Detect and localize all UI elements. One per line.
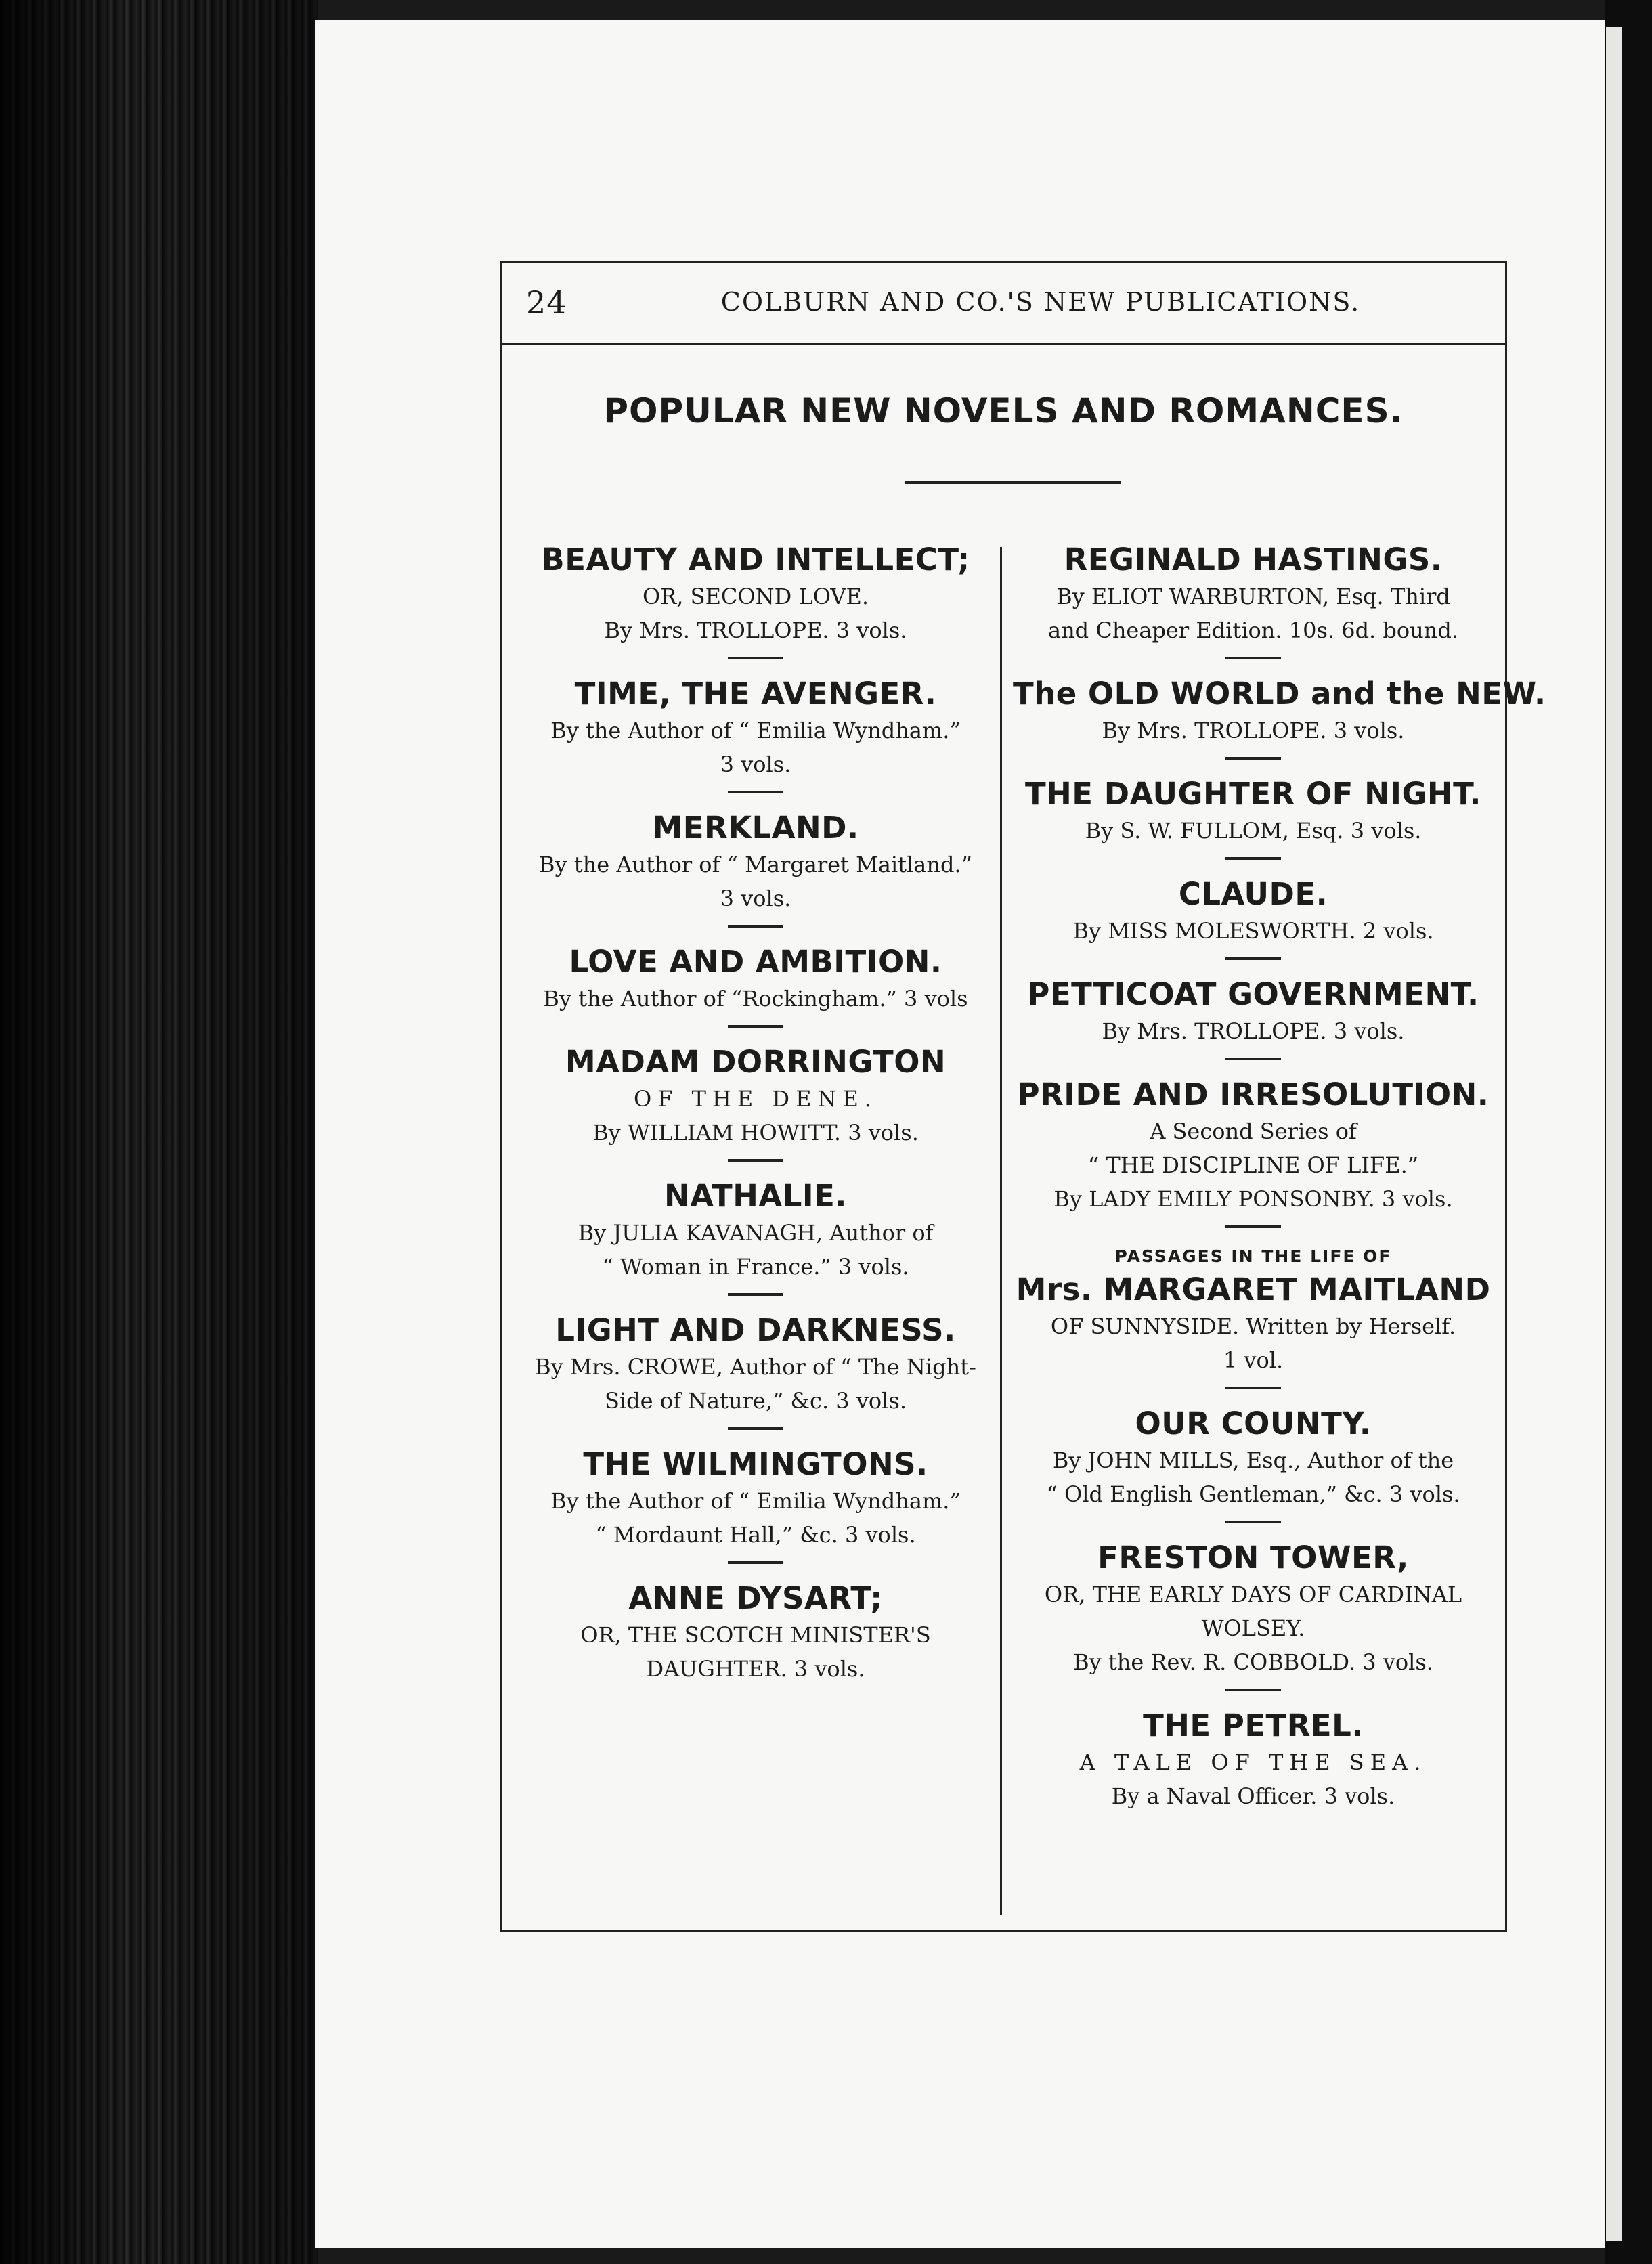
entry-detail: By LADY EMILY PONSONBY. 3 vols. — [1053, 1186, 1453, 1212]
entry-detail: By S. W. FULLOM, Esq. 3 vols. — [1085, 818, 1422, 844]
left-column — [519, 540, 993, 1686]
entry-separator — [1225, 1387, 1281, 1389]
entry-detail: By Mrs. TROLLOPE. 3 vols. — [1102, 1018, 1405, 1044]
section-title: POPULAR NEW NOVELS AND ROMANCES. — [603, 391, 1404, 431]
book-entry — [1013, 775, 1494, 848]
entry-detail: By the Author of “ Emilia Wyndham.” — [550, 1488, 961, 1514]
entry-separator — [1225, 1689, 1281, 1691]
page-header — [502, 263, 1505, 345]
entry-title: FRESTON TOWER, — [1097, 1540, 1409, 1575]
book-entry — [1013, 1706, 1494, 1813]
entry-title: THE DAUGHTER OF NIGHT. — [1024, 776, 1482, 812]
column-divider — [1000, 547, 1002, 1915]
right-column — [1013, 540, 1546, 1813]
entry-separator — [1225, 857, 1281, 860]
book-entry — [519, 1311, 993, 1418]
book-entry — [1013, 1404, 1494, 1511]
entry-detail: By Mrs. TROLLOPE. 3 vols. — [604, 617, 907, 643]
book-entry — [519, 540, 993, 647]
book-entry — [519, 942, 993, 1016]
book-entry — [519, 808, 993, 915]
entry-detail: By MISS MOLESWORTH. 2 vols. — [1072, 918, 1434, 944]
book-entry — [519, 1445, 993, 1552]
book-entry — [1013, 1243, 1494, 1377]
entry-title: CLAUDE. — [1178, 876, 1328, 912]
entry-detail: A TALE OF THE SEA. — [1079, 1749, 1427, 1775]
entry-detail: “ Mordaunt Hall,” &c. 3 vols. — [595, 1522, 916, 1548]
entry-title: The OLD WORLD and the NEW. — [1013, 676, 1546, 712]
entry-separator — [728, 1561, 783, 1564]
book-entry — [1013, 674, 1546, 747]
entry-separator — [728, 925, 783, 928]
entry-detail: Side of Nature,” &c. 3 vols. — [605, 1388, 907, 1414]
entry-title: LOVE AND AMBITION. — [569, 944, 942, 980]
entry-detail: 1 vol. — [1223, 1347, 1284, 1373]
entry-detail: OR, THE SCOTCH MINISTER'S — [580, 1622, 931, 1648]
entry-detail: 3 vols. — [720, 886, 791, 911]
entry-detail: DAUGHTER. 3 vols. — [646, 1656, 865, 1682]
facing-page-sliver — [1606, 27, 1622, 2241]
entry-detail: By JOHN MILLS, Esq., Author of the — [1052, 1447, 1454, 1473]
entry-title: MERKLAND. — [652, 810, 859, 846]
entry-title: NATHALIE. — [664, 1178, 847, 1214]
book-entry — [1013, 975, 1494, 1048]
book-entry — [519, 674, 993, 781]
book-entry — [1013, 1075, 1494, 1216]
book-entry — [519, 1043, 993, 1150]
entry-detail: 3 vols. — [720, 752, 791, 777]
entry-separator — [1225, 1225, 1281, 1228]
entry-title: LIGHT AND DARKNESS. — [555, 1312, 956, 1348]
entry-detail: OF THE DENE. — [634, 1086, 877, 1112]
entry-detail: By a Naval Officer. 3 vols. — [1111, 1783, 1395, 1809]
entry-title: THE WILMINGTONS. — [583, 1446, 928, 1482]
entry-detail: OR, SECOND LOVE. — [642, 584, 869, 609]
entry-detail: By Mrs. CROWE, Author of “ The Night- — [535, 1354, 976, 1380]
entry-detail: A Second Series of — [1150, 1118, 1357, 1144]
entry-title: REGINALD HASTINGS. — [1064, 542, 1443, 578]
entry-detail: By Mrs. TROLLOPE. 3 vols. — [1102, 718, 1405, 743]
entry-title: PRIDE AND IRRESOLUTION. — [1017, 1076, 1490, 1112]
entry-separator — [1225, 1058, 1281, 1060]
entry-separator — [728, 1427, 783, 1430]
entry-title: BEAUTY AND INTELLECT; — [541, 542, 970, 578]
entry-detail: By WILLIAM HOWITT. 3 vols. — [592, 1120, 919, 1146]
running-head: COLBURN AND CO.'S NEW PUBLICATIONS. — [720, 287, 1361, 317]
entry-separator — [728, 791, 783, 793]
entry-title: TIME, THE AVENGER. — [574, 676, 937, 712]
book-entry — [1013, 540, 1494, 647]
entry-detail: and Cheaper Edition. 10s. 6d. bound. — [1047, 617, 1459, 643]
entry-separator — [728, 1159, 783, 1162]
entry-detail: WOLSEY. — [1201, 1615, 1305, 1641]
book-spine-shadow — [0, 0, 318, 2264]
entry-prefix: PASSAGES IN THE LIFE OF — [1114, 1246, 1392, 1266]
entry-detail: By ELIOT WARBURTON, Esq. Third — [1056, 584, 1450, 609]
page-number: 24 — [526, 284, 567, 321]
entry-detail: OF SUNNYSIDE. Written by Herself. — [1050, 1313, 1456, 1339]
entry-separator — [728, 657, 783, 659]
book-entry — [1013, 875, 1494, 948]
entry-title: Mrs. MARGARET MAITLAND — [1016, 1271, 1491, 1307]
entry-detail: “ THE DISCIPLINE OF LIFE.” — [1087, 1152, 1419, 1178]
entry-detail: By the Author of “ Margaret Maitland.” — [539, 852, 972, 877]
book-entry — [519, 1177, 993, 1284]
entry-title: MADAM DORRINGTON — [565, 1044, 947, 1080]
entry-separator — [728, 1293, 783, 1296]
entry-separator — [1225, 1521, 1281, 1523]
entry-title: THE PETREL. — [1143, 1707, 1364, 1743]
entry-detail: By JULIA KAVANAGH, Author of — [578, 1220, 934, 1246]
entry-detail: “ Old English Gentleman,” &c. 3 vols. — [1046, 1481, 1460, 1507]
book-entry — [519, 1579, 993, 1686]
entry-separator — [1225, 957, 1281, 960]
entry-detail: “ Woman in France.” 3 vols. — [602, 1254, 909, 1280]
entry-separator — [728, 1025, 783, 1028]
entry-title: PETTICOAT GOVERNMENT. — [1027, 976, 1479, 1012]
entry-title: OUR COUNTY. — [1135, 1406, 1372, 1441]
entry-detail: OR, THE EARLY DAYS OF CARDINAL — [1044, 1582, 1462, 1607]
book-entry — [1013, 1538, 1494, 1679]
entry-detail: By the Author of “ Emilia Wyndham.” — [550, 718, 961, 743]
entry-detail: By the Author of “Rockingham.” 3 vols — [543, 986, 968, 1011]
entry-title: ANNE DYSART; — [628, 1580, 883, 1616]
title-rule — [905, 481, 1121, 484]
entry-detail: By the Rev. R. COBBOLD. 3 vols. — [1073, 1649, 1433, 1675]
advertisement-frame — [500, 261, 1546, 1932]
entry-separator — [1225, 757, 1281, 760]
entry-separator — [1225, 657, 1281, 659]
